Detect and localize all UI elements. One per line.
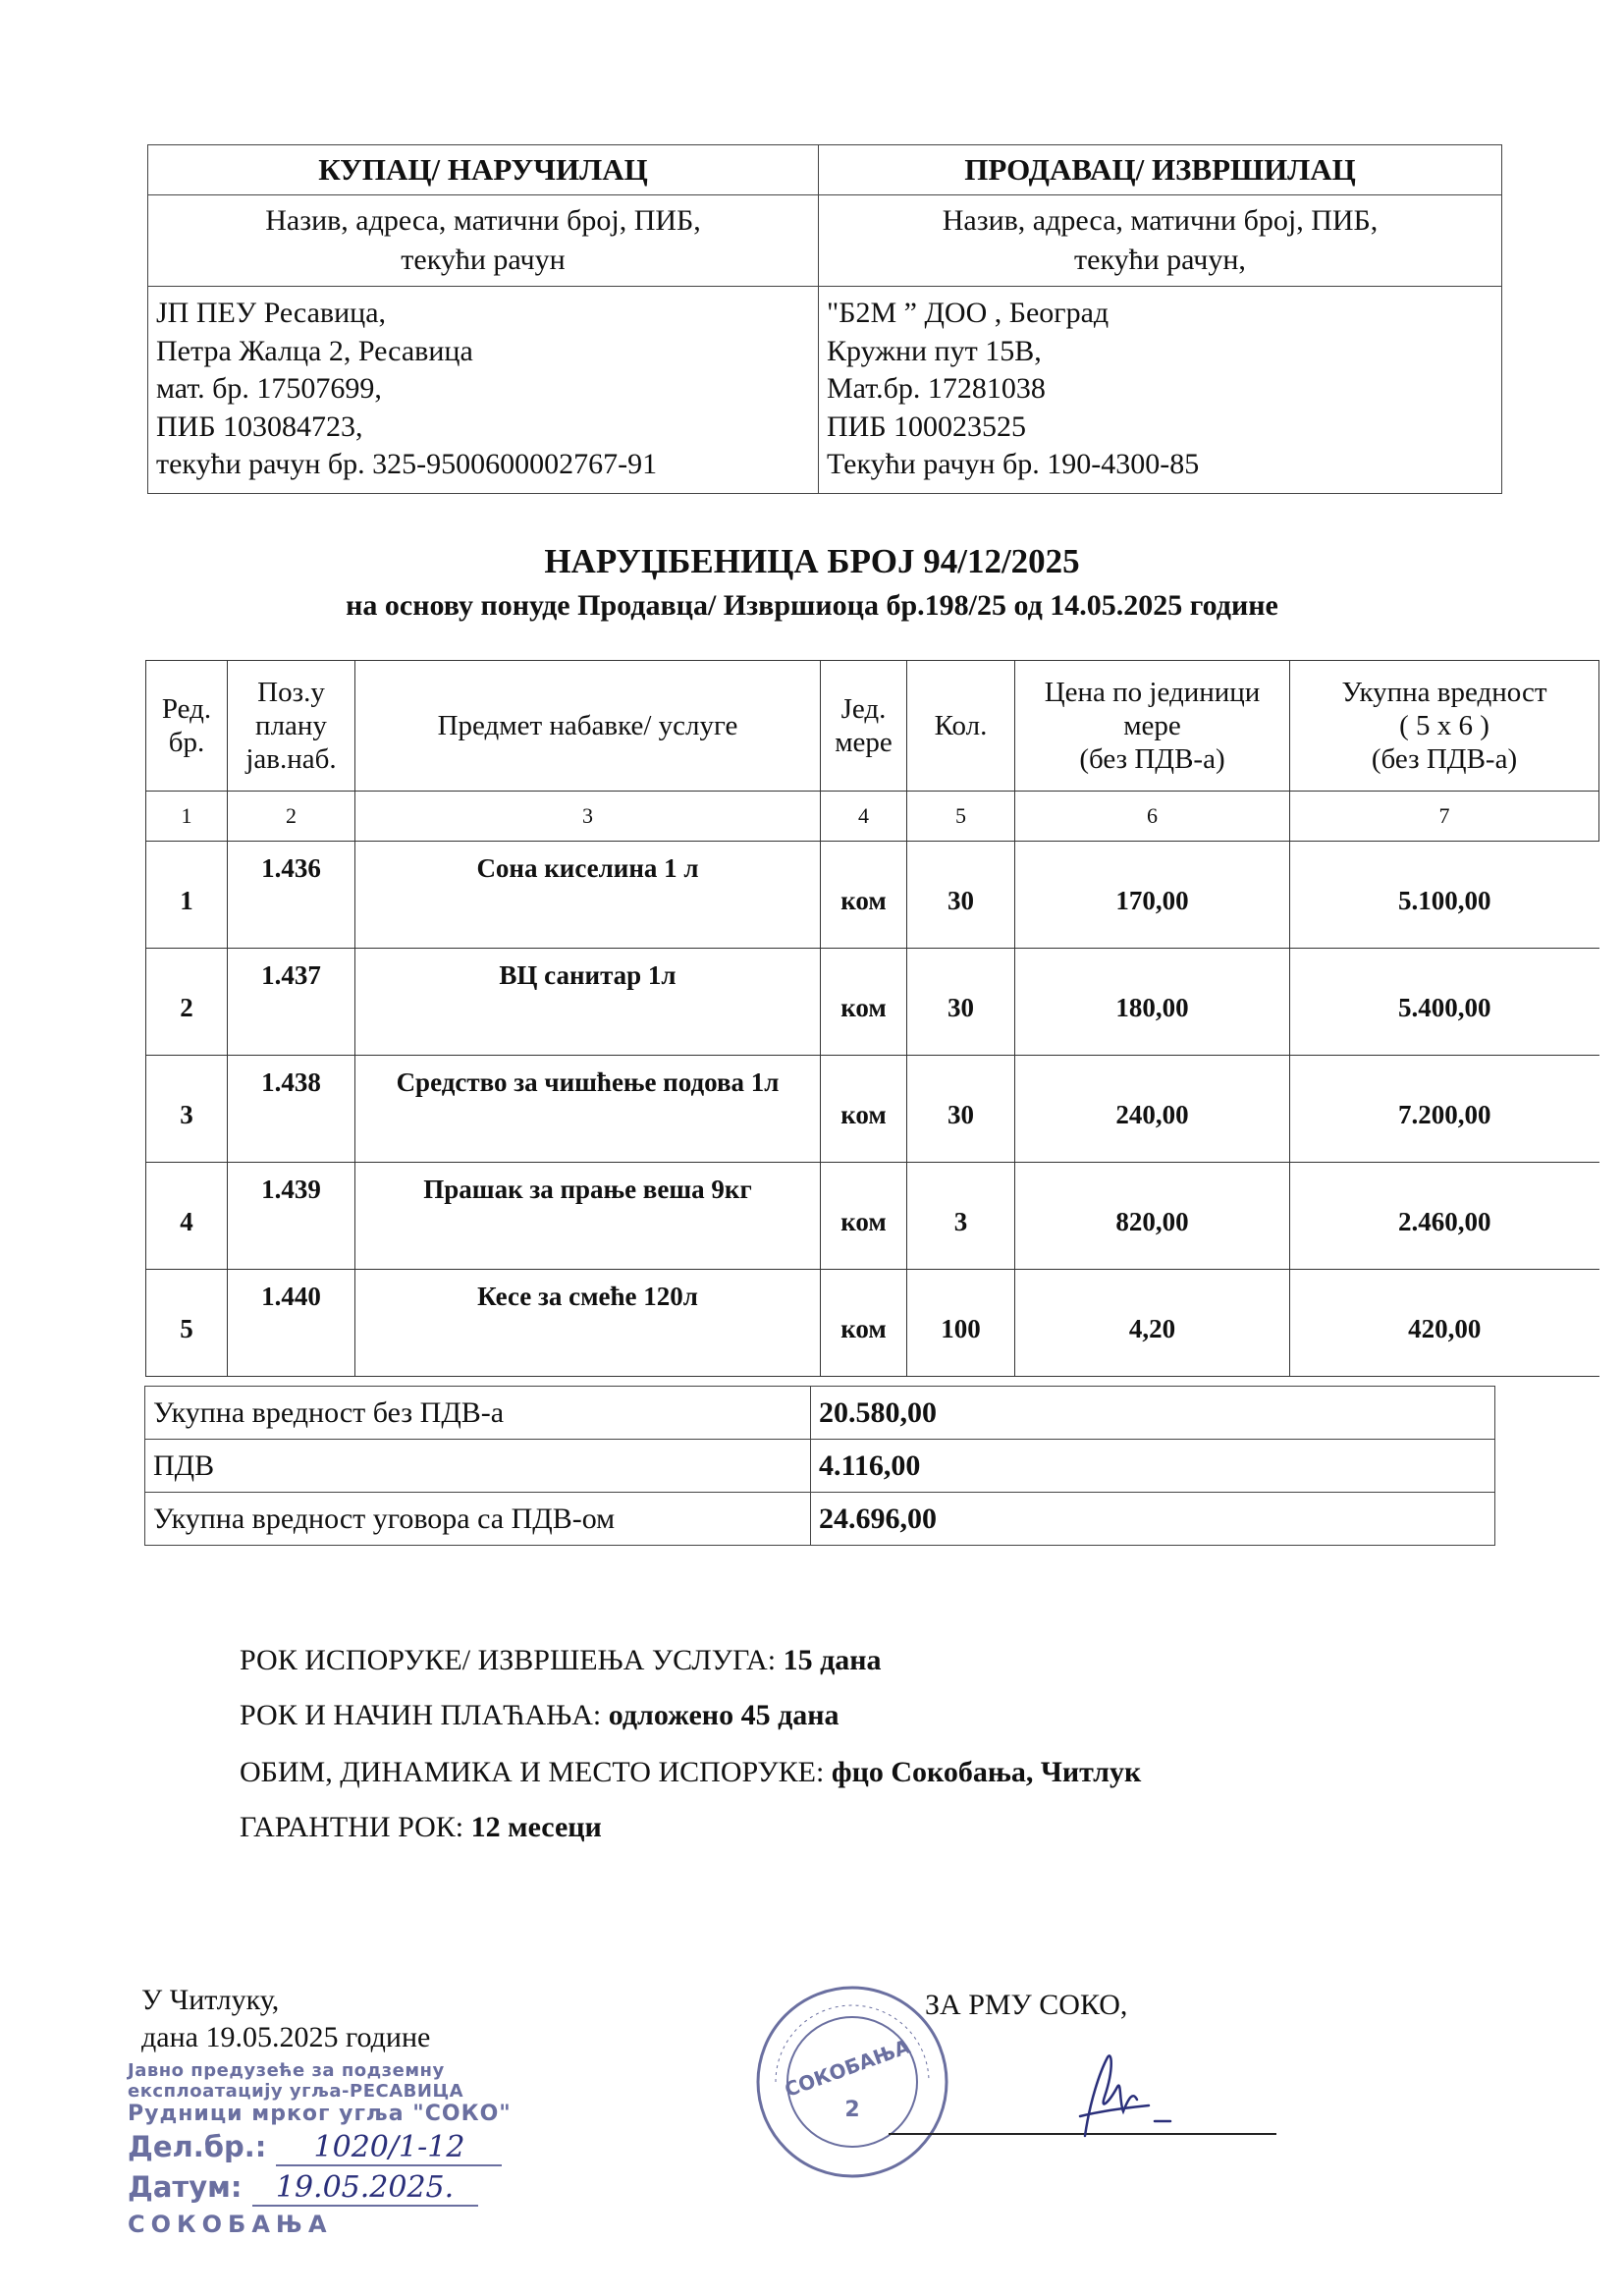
- header-line: Ред.: [161, 693, 212, 725]
- column-number: 3: [355, 792, 821, 842]
- row-unit-price: 240,00: [1015, 1056, 1290, 1163]
- payment-value: одложено 45 дана: [608, 1699, 839, 1731]
- seller-line: ПИБ 100023525: [827, 410, 1027, 443]
- column-number: 1: [146, 792, 228, 842]
- buyer-subheader: [148, 195, 819, 287]
- row-number: 1: [146, 842, 228, 949]
- table-row: [146, 1056, 1599, 1163]
- col-header-position: [228, 661, 355, 792]
- header-line: (без ПДВ-а): [1079, 743, 1225, 775]
- column-number-row: [146, 792, 1599, 842]
- row-quantity: 100: [907, 1270, 1015, 1377]
- header-line: Поз.у: [257, 677, 325, 708]
- row-position: 1.439: [228, 1163, 355, 1270]
- totals-row: [145, 1440, 1495, 1493]
- seller-details: [819, 287, 1502, 494]
- header-line: плану: [255, 710, 327, 741]
- parties-table: [147, 144, 1502, 494]
- row-unit-price: 180,00: [1015, 949, 1290, 1056]
- column-number: 2: [228, 792, 355, 842]
- header-line: Јед.: [840, 693, 887, 725]
- table-row: [146, 1270, 1599, 1377]
- row-position: 1.438: [228, 1056, 355, 1163]
- row-unit-price: 4,20: [1015, 1270, 1290, 1377]
- scope-label: ОБИМ, ДИНАМИКА И МЕСТО ИСПОРУКЕ:: [240, 1756, 825, 1788]
- total-net-value: 20.580,00: [811, 1387, 1495, 1440]
- buyer-line: ЈП ПЕУ Ресавица,: [156, 297, 387, 329]
- date-text: дана 19.05.2025 године: [141, 2021, 431, 2053]
- row-unit-price: 170,00: [1015, 842, 1290, 949]
- row-total: 5.400,00: [1290, 949, 1599, 1056]
- buyer-line: мат. бр. 17507699,: [156, 372, 382, 405]
- totals-table: [144, 1386, 1495, 1546]
- stamp-line: Јавно предузеће за подземну: [128, 2060, 445, 2081]
- row-number: 5: [146, 1270, 228, 1377]
- seller-subheader: [819, 195, 1502, 287]
- seller-line: Текући рачун бр. 190-4300-85: [827, 448, 1200, 480]
- seal-number: 2: [844, 2098, 860, 2122]
- stamp-line: експлоатацију угља-РЕСАВИЦА: [128, 2081, 464, 2102]
- buyer-sub-line: текући рачун: [401, 244, 566, 276]
- warranty-label: ГАРАНТНИ РОК:: [240, 1811, 464, 1843]
- row-subject: Средство за чишћење подова 1л: [355, 1056, 821, 1163]
- delivery-value: 15 дана: [783, 1644, 882, 1676]
- delivery-label: РОК ИСПОРУКЕ/ ИЗВРШЕЊА УСЛУГА:: [240, 1644, 777, 1676]
- seal-city: СОКОБАЊА: [781, 2034, 913, 2103]
- header-line: (без ПДВ-а): [1371, 743, 1518, 775]
- header-line: Цена по јединици: [1044, 677, 1261, 708]
- col-header-no: [146, 661, 228, 792]
- delivery-term: [240, 1644, 882, 1677]
- row-number: 4: [146, 1163, 228, 1270]
- stamp-reference-label: Дел.бр.:: [128, 2130, 267, 2163]
- stamp-reference-value: 1020/1-12: [276, 2130, 502, 2166]
- header-line: ( 5 x 6 ): [1399, 710, 1489, 741]
- buyer-details: [148, 287, 819, 494]
- stamp-reference-field: [128, 2130, 520, 2166]
- buyer-header: КУПАЦ/ НАРУЧИЛАЦ: [148, 145, 819, 195]
- row-unit: ком: [821, 1270, 907, 1377]
- stamp-line: Рудници мрког угља "СОКО": [128, 2102, 512, 2126]
- row-unit: ком: [821, 1163, 907, 1270]
- row-number: 3: [146, 1056, 228, 1163]
- header-line: Укупна вредност: [1341, 677, 1547, 708]
- scope-value: фцо Сокобања, Читлук: [831, 1756, 1142, 1788]
- seller-line: Кружни пут 15В,: [827, 334, 1042, 367]
- buyer-sub-line: Назив, адреса, матични број, ПИБ,: [265, 204, 701, 237]
- warranty-term: [240, 1811, 602, 1844]
- table-row: [146, 842, 1599, 949]
- totals-row: [145, 1387, 1495, 1440]
- payment-term: [240, 1699, 839, 1732]
- row-quantity: 30: [907, 842, 1015, 949]
- seller-sub-line: текући рачун,: [1074, 244, 1246, 276]
- column-number: 7: [1290, 792, 1599, 842]
- row-quantity: 30: [907, 1056, 1015, 1163]
- delivery-scope: [240, 1756, 1141, 1789]
- row-unit: ком: [821, 1056, 907, 1163]
- stamp-city: СОКОБАЊА: [128, 2211, 333, 2238]
- document-subtitle: на основу понуде Продавца/ Извршиоца бр.198/25 од 14.05.2025 године: [346, 589, 1278, 622]
- payment-label: РОК И НАЧИН ПЛАЋАЊА:: [240, 1699, 602, 1731]
- stamp-date-label: Датум:: [128, 2170, 243, 2204]
- buyer-line: текући рачун бр. 325-9500600002767-91: [156, 448, 658, 480]
- column-number: 6: [1015, 792, 1290, 842]
- row-unit-price: 820,00: [1015, 1163, 1290, 1270]
- row-total: 5.100,00: [1290, 842, 1599, 949]
- table-row: [146, 1163, 1599, 1270]
- buyer-line: ПИБ 103084723,: [156, 410, 363, 443]
- registry-stamp: [128, 2060, 520, 2238]
- total-net-label: Укупна вредност без ПДВ-а: [145, 1387, 811, 1440]
- for-company-label: ЗА РМУ СОКО,: [925, 1989, 1128, 2021]
- col-header-unit-price: [1015, 661, 1290, 792]
- totals-row: [145, 1493, 1495, 1546]
- place-text: У Читлуку,: [141, 1984, 280, 2016]
- seller-line: Мат.бр. 17281038: [827, 372, 1046, 405]
- items-table: [145, 660, 1599, 1377]
- row-total: 420,00: [1290, 1270, 1599, 1377]
- seller-sub-line: Назив, адреса, матични број, ПИБ,: [942, 204, 1379, 237]
- warranty-value: 12 месеци: [470, 1811, 602, 1843]
- row-total: 2.460,00: [1290, 1163, 1599, 1270]
- seller-header: ПРОДАВАЦ/ ИЗВРШИЛАЦ: [819, 145, 1502, 195]
- stamp-date-value: 19.05.2025.: [252, 2170, 478, 2207]
- col-header-subject: Предмет набавке/ услуге: [355, 661, 821, 792]
- col-header-total: [1290, 661, 1599, 792]
- row-unit: ком: [821, 949, 907, 1056]
- col-header-unit: [821, 661, 907, 792]
- header-line: мере: [1123, 710, 1181, 741]
- header-line: јав.наб.: [245, 743, 337, 775]
- row-subject: Прашак за прање веша 9кг: [355, 1163, 821, 1270]
- stamp-date-field: [128, 2170, 520, 2207]
- col-header-quantity: Кол.: [907, 661, 1015, 792]
- row-position: 1.440: [228, 1270, 355, 1377]
- row-number: 2: [146, 949, 228, 1056]
- row-subject: Сона киселина 1 л: [355, 842, 821, 949]
- row-quantity: 30: [907, 949, 1015, 1056]
- column-number: 4: [821, 792, 907, 842]
- round-company-seal: [754, 1984, 950, 2180]
- row-quantity: 3: [907, 1163, 1015, 1270]
- table-row: [146, 949, 1599, 1056]
- row-position: 1.436: [228, 842, 355, 949]
- header-line: бр.: [168, 727, 205, 758]
- row-position: 1.437: [228, 949, 355, 1056]
- seller-line: "Б2М ” ДОО , Београд: [827, 297, 1110, 329]
- row-subject: ВЦ санитар 1л: [355, 949, 821, 1056]
- row-subject: Кесе за смеће 120л: [355, 1270, 821, 1377]
- buyer-line: Петра Жалца 2, Ресавица: [156, 334, 473, 367]
- vat-value: 4.116,00: [811, 1440, 1495, 1493]
- document-title: НАРУЏБЕНИЦА БРОЈ 94/12/2025: [544, 542, 1080, 580]
- total-gross-value: 24.696,00: [811, 1493, 1495, 1546]
- total-gross-label: Укупна вредност уговора са ПДВ-ом: [145, 1493, 811, 1546]
- row-unit: ком: [821, 842, 907, 949]
- header-line: мере: [835, 727, 893, 758]
- items-header-row: [146, 661, 1599, 792]
- handwritten-signature: [1060, 2043, 1188, 2151]
- vat-label: ПДВ: [145, 1440, 811, 1493]
- row-total: 7.200,00: [1290, 1056, 1599, 1163]
- column-number: 5: [907, 792, 1015, 842]
